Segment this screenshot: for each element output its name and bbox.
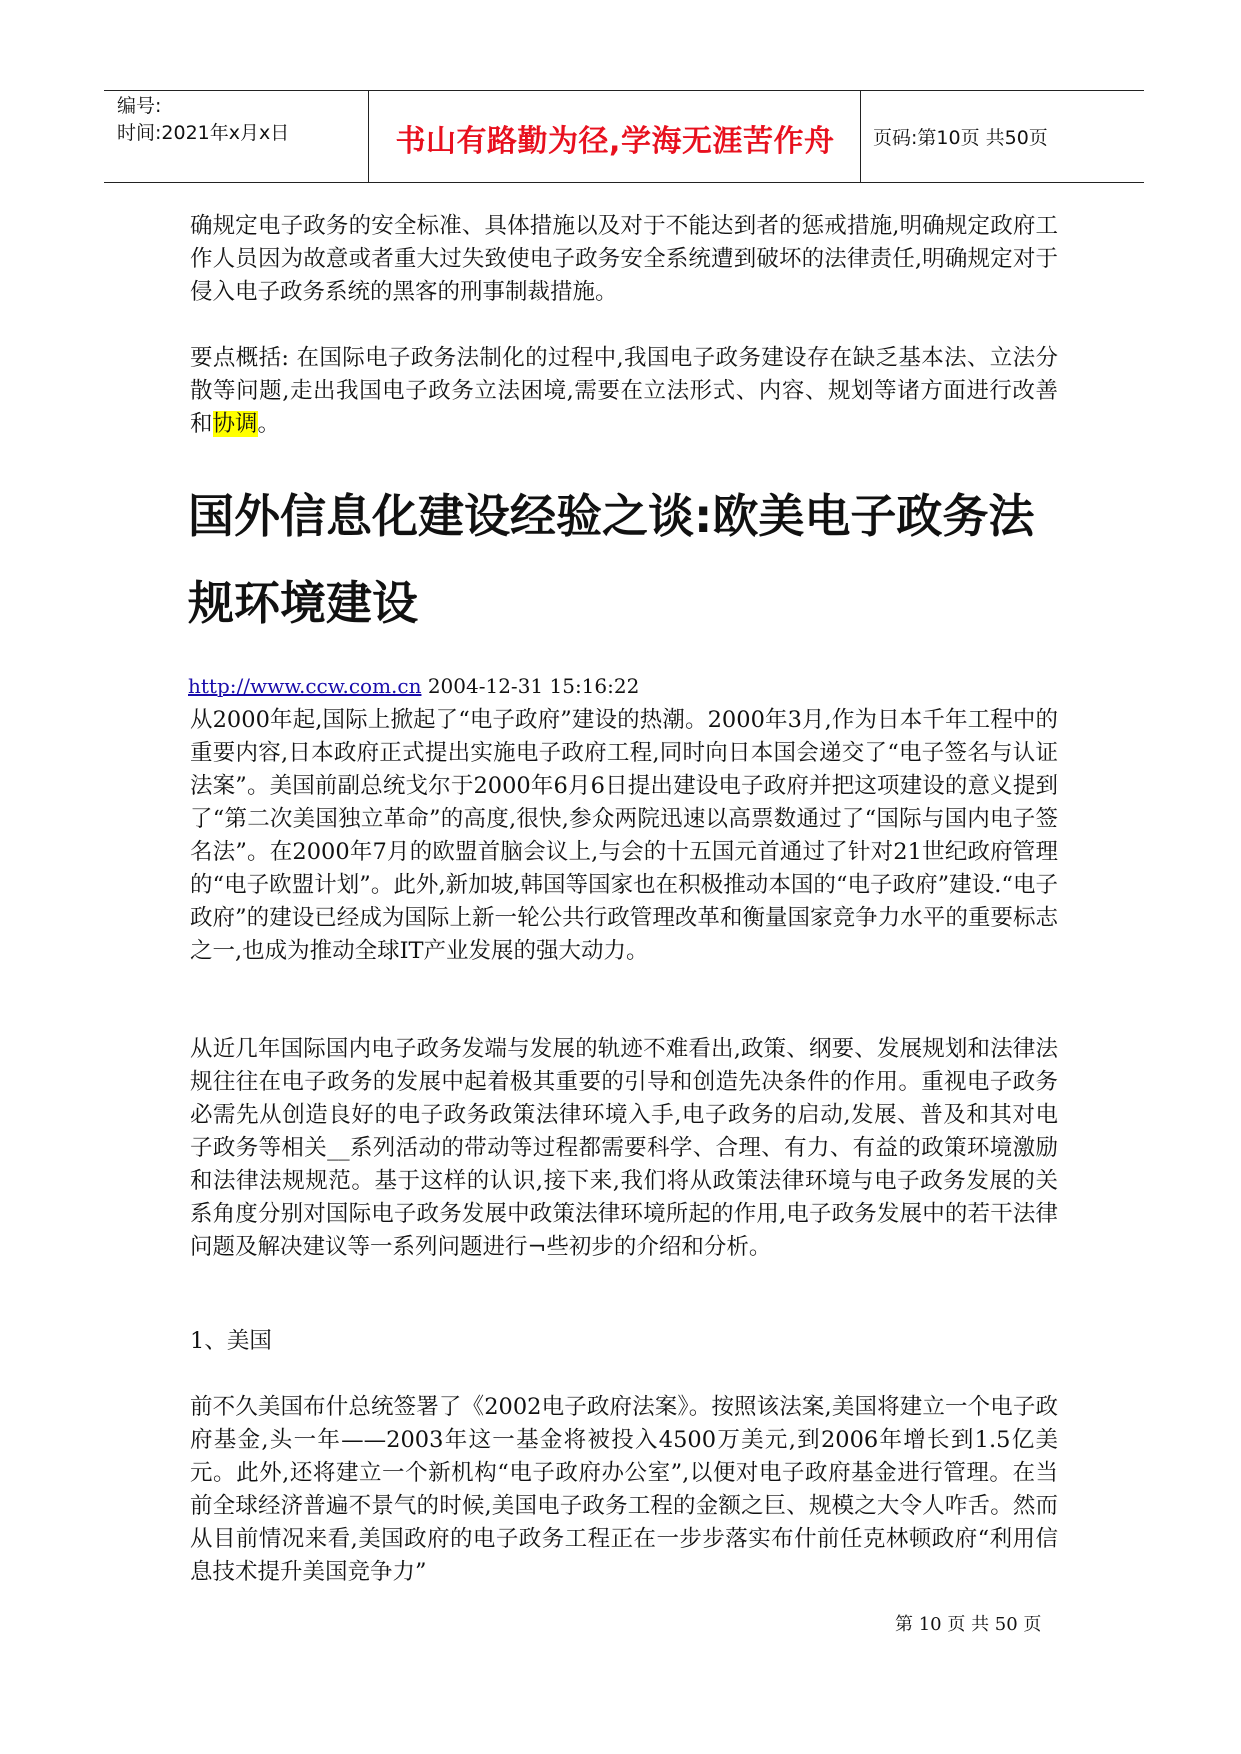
header-top-rule [104, 90, 1144, 91]
article-paragraph-2: 从近几年国际国内电子政务发端与发展的轨迹不难看出,政策、纲要、发展规划和法律法规往往在电子政务的发展中起着极其重要的引导和创造先决条件的作用。重视电子政务必需先从创造良好的电子政务政策法律环境入手,电子政务的启动,发展、普及和其对电子政务等相关__系列活动的带动等过程都需要科学、合理、有力、有益的政策环境激励和法律法规规范。基于这样的认识,接下来,我们将从政策法律环境与电子政务发展的关系角度分别对国际电子政务发展中政策法律环境所起的作用,电子政务发展中的若干法律问题及解决建议等一系列问题进行¬些初步的介绍和分析。 [190, 1036, 1058, 1260]
article-paragraph-1: 从2000年起,国际上掀起了“电子政府”建设的热潮。2000年3月,作为日本千年工程中的重要内容,日本政府正式提出实施电子政府工程,同时向日本国会递交了“电子签名与认证法案”。美国前副总统戈尔于2000年6月6日提出建设电子政府并把这项建设的意义提到了“第二次美国独立革命”的高度,很快,参众两院迅速以高票数通过了“国际与国内电子签名法”。在2000年7月的欧盟首脑会议上,与会的十五国元首通过了针对21世纪政府管理的“电子欧盟计划”。此外,新加坡,韩国等国家也在积极推动本国的“电子政府”建设.“电子政府”的建设已经成为国际上新一轮公共行政管理改革和衡量国家竞争力水平的重要标志之一,也成为推动全球IT产业发展的强大动力。 [190, 707, 1058, 964]
highlighted-word: 协调 [212, 411, 258, 437]
header-page-indicator: 页码:第10页 共50页 [873, 127, 1048, 149]
header-motto: 书山有路勤为径,学海无涯苦作舟 [395, 124, 835, 159]
article-paragraph-3: 前不久美国布什总统签署了《2002电子政府法案》。按照该法案,美国将建立一个电子政府基金,头一年——2003年这一基金将被投入4500万美元,到2006年增长到1.5亿美元。此外,还将建立一个新机构“电子政府办公室”,以便对电子政府基金进行管理。在当前全球经济普遍不景气的时候,美国电子政务工程的金额之巨、规模之大令人咋舌。然而从目前情况来看,美国政府的电子政务工程正在一步步落实布什前任克林顿政府“利用信息技术提升美国竞争力” [190, 1394, 1058, 1585]
header-meta [117, 93, 289, 147]
article-source-line [188, 673, 639, 699]
intro-paragraph-1: 确规定电子政务的安全标准、具体措施以及对于不能达到者的惩戒措施,明确规定政府工作人员因为故意或者重大过失致使电子政务安全系统遭到破坏的法律责任,明确规定对于侵入电子政务系统的黑客的刑事制裁措施。 [190, 213, 1058, 305]
intro-paragraph-2 [190, 342, 1058, 441]
footer-page-number: 第 10 页 共 50 页 [895, 1614, 1042, 1635]
source-link[interactable]: http://www.ccw.com.cn [188, 674, 422, 698]
header-bottom-rule [104, 182, 1144, 183]
article-title: 国外信息化建设经验之谈:欧美电子政务法规环境建设 [188, 489, 1035, 630]
document-number-label: 编号: [117, 95, 162, 117]
document-time-label: 时间:2021年x月x日 [117, 122, 290, 144]
source-date: 2004-12-31 15:16:22 [421, 674, 640, 698]
section-heading-usa: 1、美国 [190, 1328, 272, 1354]
intro-paragraph-2-end: 。 [257, 411, 281, 437]
intro-paragraph-2-text: 要点概括: 在国际电子政务法制化的过程中,我国电子政务建设存在缺乏基本法、立法分散等问题,走出我国电子政务立法困境,需要在立法形式、内容、规划等诸方面进行改善和 [190, 345, 1058, 437]
